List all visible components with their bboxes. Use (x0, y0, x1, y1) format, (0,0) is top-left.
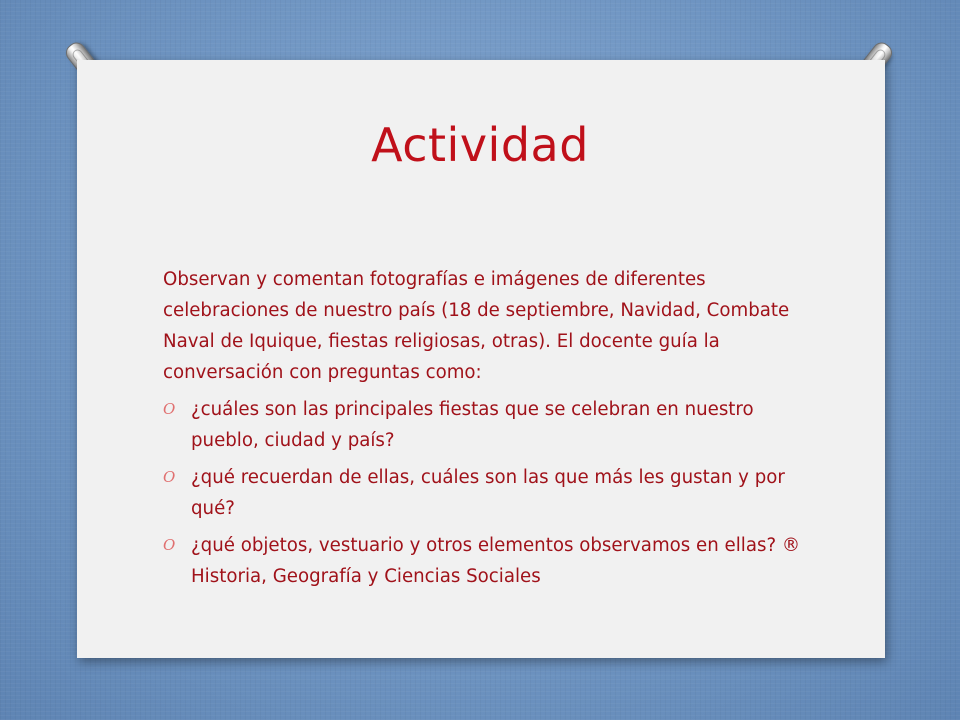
bullet-text: ¿qué recuerdan de ellas, cuáles son las que más les gustan y por qué? (191, 467, 785, 519)
bullet-text: ¿cuáles son las principales fiestas que se celebran en nuestro pueblo, ciudad y país? (191, 399, 754, 451)
bullet-o-icon: O (163, 400, 176, 418)
intro-paragraph: Observan y comentan fotografías e imágenes de diferentes celebraciones de nuestro país (18 de septiembre, Navidad, Combate Naval de Iquique, fiestas religiosas, otras). El docente guía la conversación con preguntas como: (163, 269, 790, 383)
question-list (163, 394, 813, 592)
bullet-text: ¿qué objetos, vestuario y otros elementos observamos en ellas? ® Historia, Geografía y Ciencias Sociales (191, 535, 801, 587)
bullet-o-icon: O (163, 468, 176, 486)
list-item (163, 462, 813, 524)
slide-title: Actividad (371, 118, 589, 172)
slide-content (163, 264, 813, 598)
bullet-o-icon: O (163, 536, 176, 554)
list-item (163, 530, 813, 592)
list-item (163, 394, 813, 456)
